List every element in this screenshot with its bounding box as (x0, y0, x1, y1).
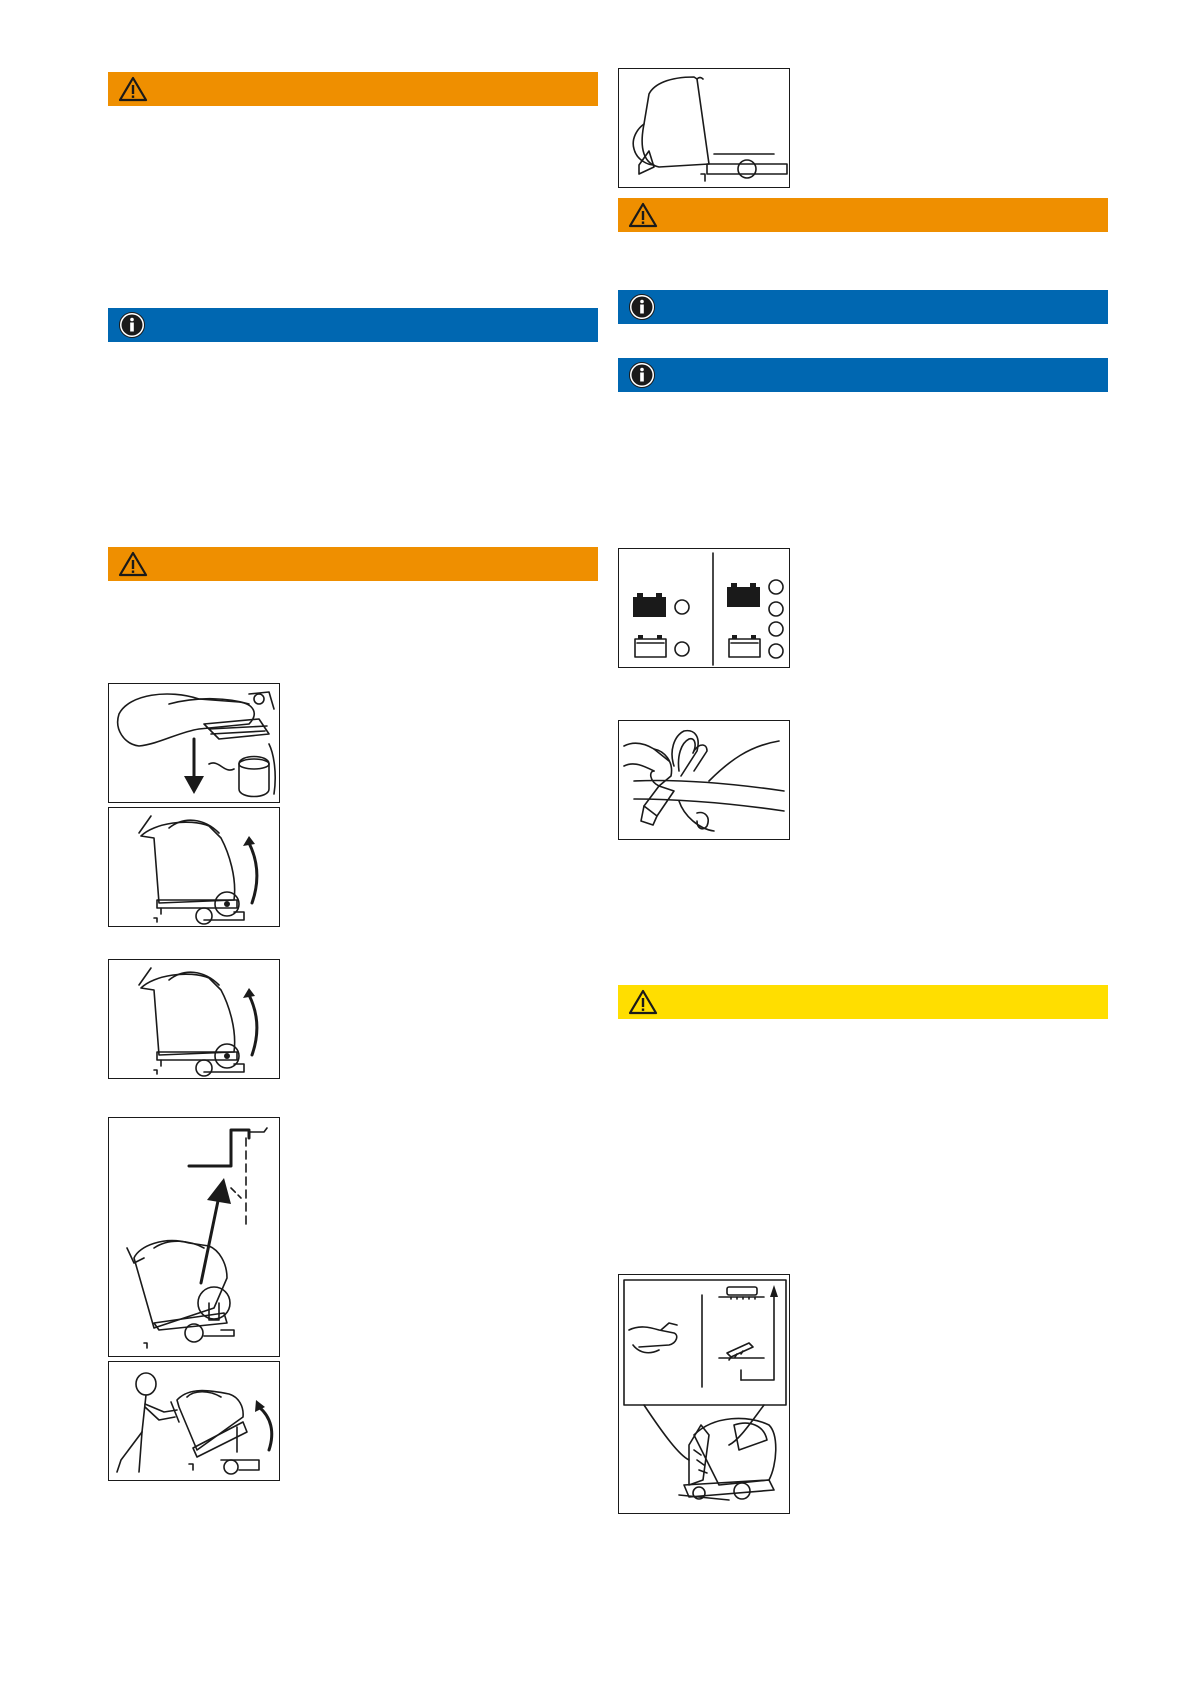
caution-notice-bar (618, 985, 1108, 1019)
info-notice-bar (618, 290, 1108, 324)
machine-lift-over-step-illustration (108, 1117, 280, 1357)
machine-tilt-back-illustration (108, 959, 280, 1079)
info-circle-icon (118, 311, 148, 339)
warning-triangle-icon (628, 988, 658, 1016)
person-pushing-machine-illustration (108, 1361, 280, 1481)
warning-triangle-icon (118, 75, 148, 103)
warning-notice-bar (108, 547, 598, 581)
battery-full-icon (633, 593, 666, 617)
battery-indicator-panel-illustration (618, 548, 790, 668)
hand-pulling-lever-illustration (618, 720, 790, 840)
brush-deck-pedal-illustration (618, 1274, 790, 1514)
hand-pressing-pedal-illustration (108, 683, 280, 803)
info-notice-bar (618, 358, 1108, 392)
warning-notice-bar (618, 198, 1108, 232)
warning-notice-bar (108, 72, 598, 106)
warning-triangle-icon (628, 201, 658, 229)
machine-side-view-illustration (618, 68, 790, 188)
info-circle-icon (628, 293, 658, 321)
machine-tilt-back-illustration (108, 807, 280, 927)
info-notice-bar (108, 308, 598, 342)
warning-triangle-icon (118, 550, 148, 578)
battery-full-icon (727, 583, 760, 607)
battery-empty-icon (729, 635, 760, 657)
battery-empty-icon (635, 635, 666, 657)
info-circle-icon (628, 361, 658, 389)
